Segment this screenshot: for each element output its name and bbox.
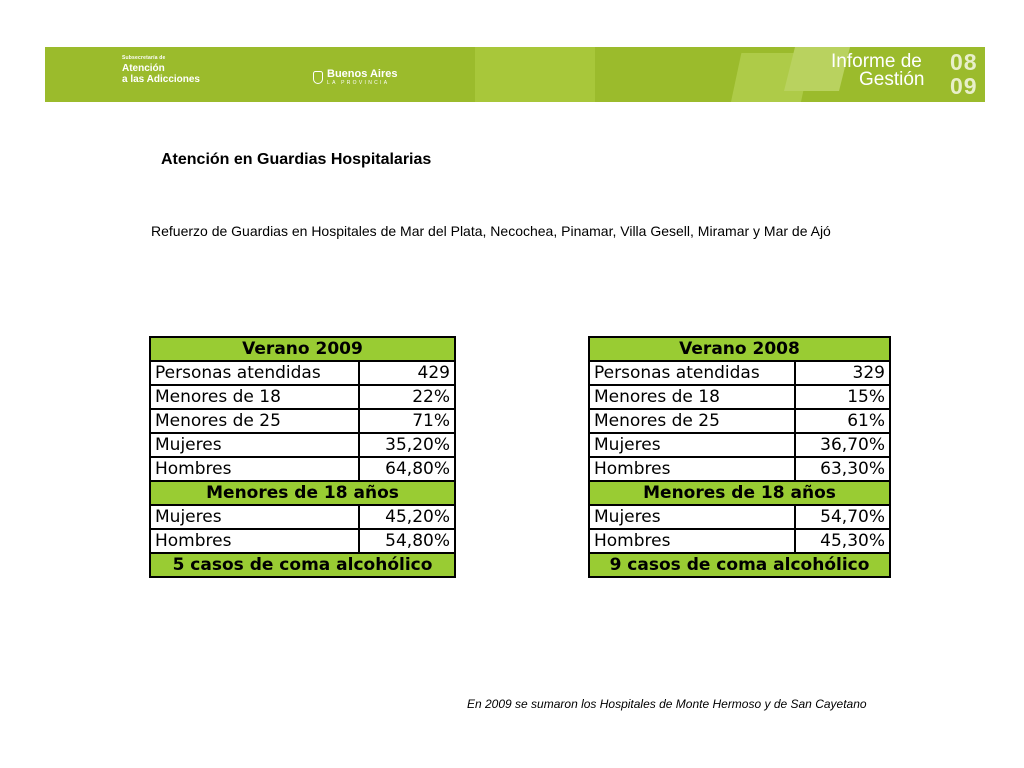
header-banner — [45, 47, 985, 102]
row-label: Mujeres — [589, 505, 795, 529]
row-value: 71% — [359, 409, 455, 433]
report-title-line1: Informe de — [831, 51, 922, 72]
table-footer: 9 casos de coma alcohólico — [589, 553, 890, 577]
row-value: 22% — [359, 385, 455, 409]
province-logo — [313, 69, 398, 86]
row-label: Hombres — [150, 457, 359, 481]
table-row — [589, 385, 890, 409]
row-label: Personas atendidas — [150, 361, 359, 385]
row-label: Mujeres — [589, 433, 795, 457]
table-row — [150, 409, 455, 433]
row-label: Menores de 18 — [150, 385, 359, 409]
row-value: 54,80% — [359, 529, 455, 553]
report-years — [950, 50, 978, 98]
page-subtitle: Refuerzo de Guardias en Hospitales de Mar del Plata, Necochea, Pinamar, Villa Gesell, Miramar y Mar de Ajó — [151, 223, 831, 239]
row-label: Hombres — [589, 529, 795, 553]
row-label: Menores de 25 — [589, 409, 795, 433]
agency-logo — [122, 56, 200, 85]
table-row — [150, 457, 455, 481]
row-label: Personas atendidas — [589, 361, 795, 385]
table-row — [589, 457, 890, 481]
row-label: Mujeres — [150, 505, 359, 529]
page-title: Atención en Guardias Hospitalarias — [161, 151, 432, 168]
report-title — [831, 53, 924, 89]
table-row — [150, 505, 455, 529]
row-value: 35,20% — [359, 433, 455, 457]
table-row — [150, 529, 455, 553]
table-row — [589, 529, 890, 553]
row-value: 429 — [359, 361, 455, 385]
footnote: En 2009 se sumaron los Hospitales de Monte Hermoso y de San Cayetano — [467, 697, 867, 711]
row-label: Menores de 25 — [150, 409, 359, 433]
table-subheading: Menores de 18 años — [589, 481, 890, 505]
province-subtitle: LA PROVINCIA — [327, 80, 390, 86]
row-value: 63,30% — [795, 457, 890, 481]
agency-name-line2: a las Adicciones — [122, 74, 200, 85]
table-verano-2008 — [588, 336, 891, 578]
table-row — [150, 385, 455, 409]
row-label: Hombres — [589, 457, 795, 481]
row-value: 15% — [795, 385, 890, 409]
row-label: Menores de 18 — [589, 385, 795, 409]
table-heading: Verano 2009 — [150, 337, 455, 361]
table-heading: Verano 2008 — [589, 337, 890, 361]
table-footer: 5 casos de coma alcohólico — [150, 553, 455, 577]
row-label: Hombres — [150, 529, 359, 553]
row-value: 36,70% — [795, 433, 890, 457]
row-value: 64,80% — [359, 457, 455, 481]
row-label: Mujeres — [150, 433, 359, 457]
province-seal-icon — [313, 71, 323, 84]
row-value: 54,70% — [795, 505, 890, 529]
row-value: 45,30% — [795, 529, 890, 553]
row-value: 61% — [795, 409, 890, 433]
table-verano-2009 — [149, 336, 456, 578]
row-value: 329 — [795, 361, 890, 385]
table-subheading: Menores de 18 años — [150, 481, 455, 505]
table-row — [150, 433, 455, 457]
row-value: 45,20% — [359, 505, 455, 529]
table-row — [589, 409, 890, 433]
agency-name-line1: Atención — [122, 63, 165, 74]
banner-decoration — [475, 47, 595, 102]
table-row — [589, 433, 890, 457]
report-title-line2: Gestión — [859, 69, 925, 90]
table-row — [150, 361, 455, 385]
year-top: 08 — [950, 49, 978, 75]
year-bottom: 09 — [950, 73, 978, 99]
table-row — [589, 505, 890, 529]
table-row — [589, 361, 890, 385]
province-name: Buenos Aires — [327, 68, 398, 80]
agency-small-label: Subsecretaría de — [122, 55, 166, 61]
